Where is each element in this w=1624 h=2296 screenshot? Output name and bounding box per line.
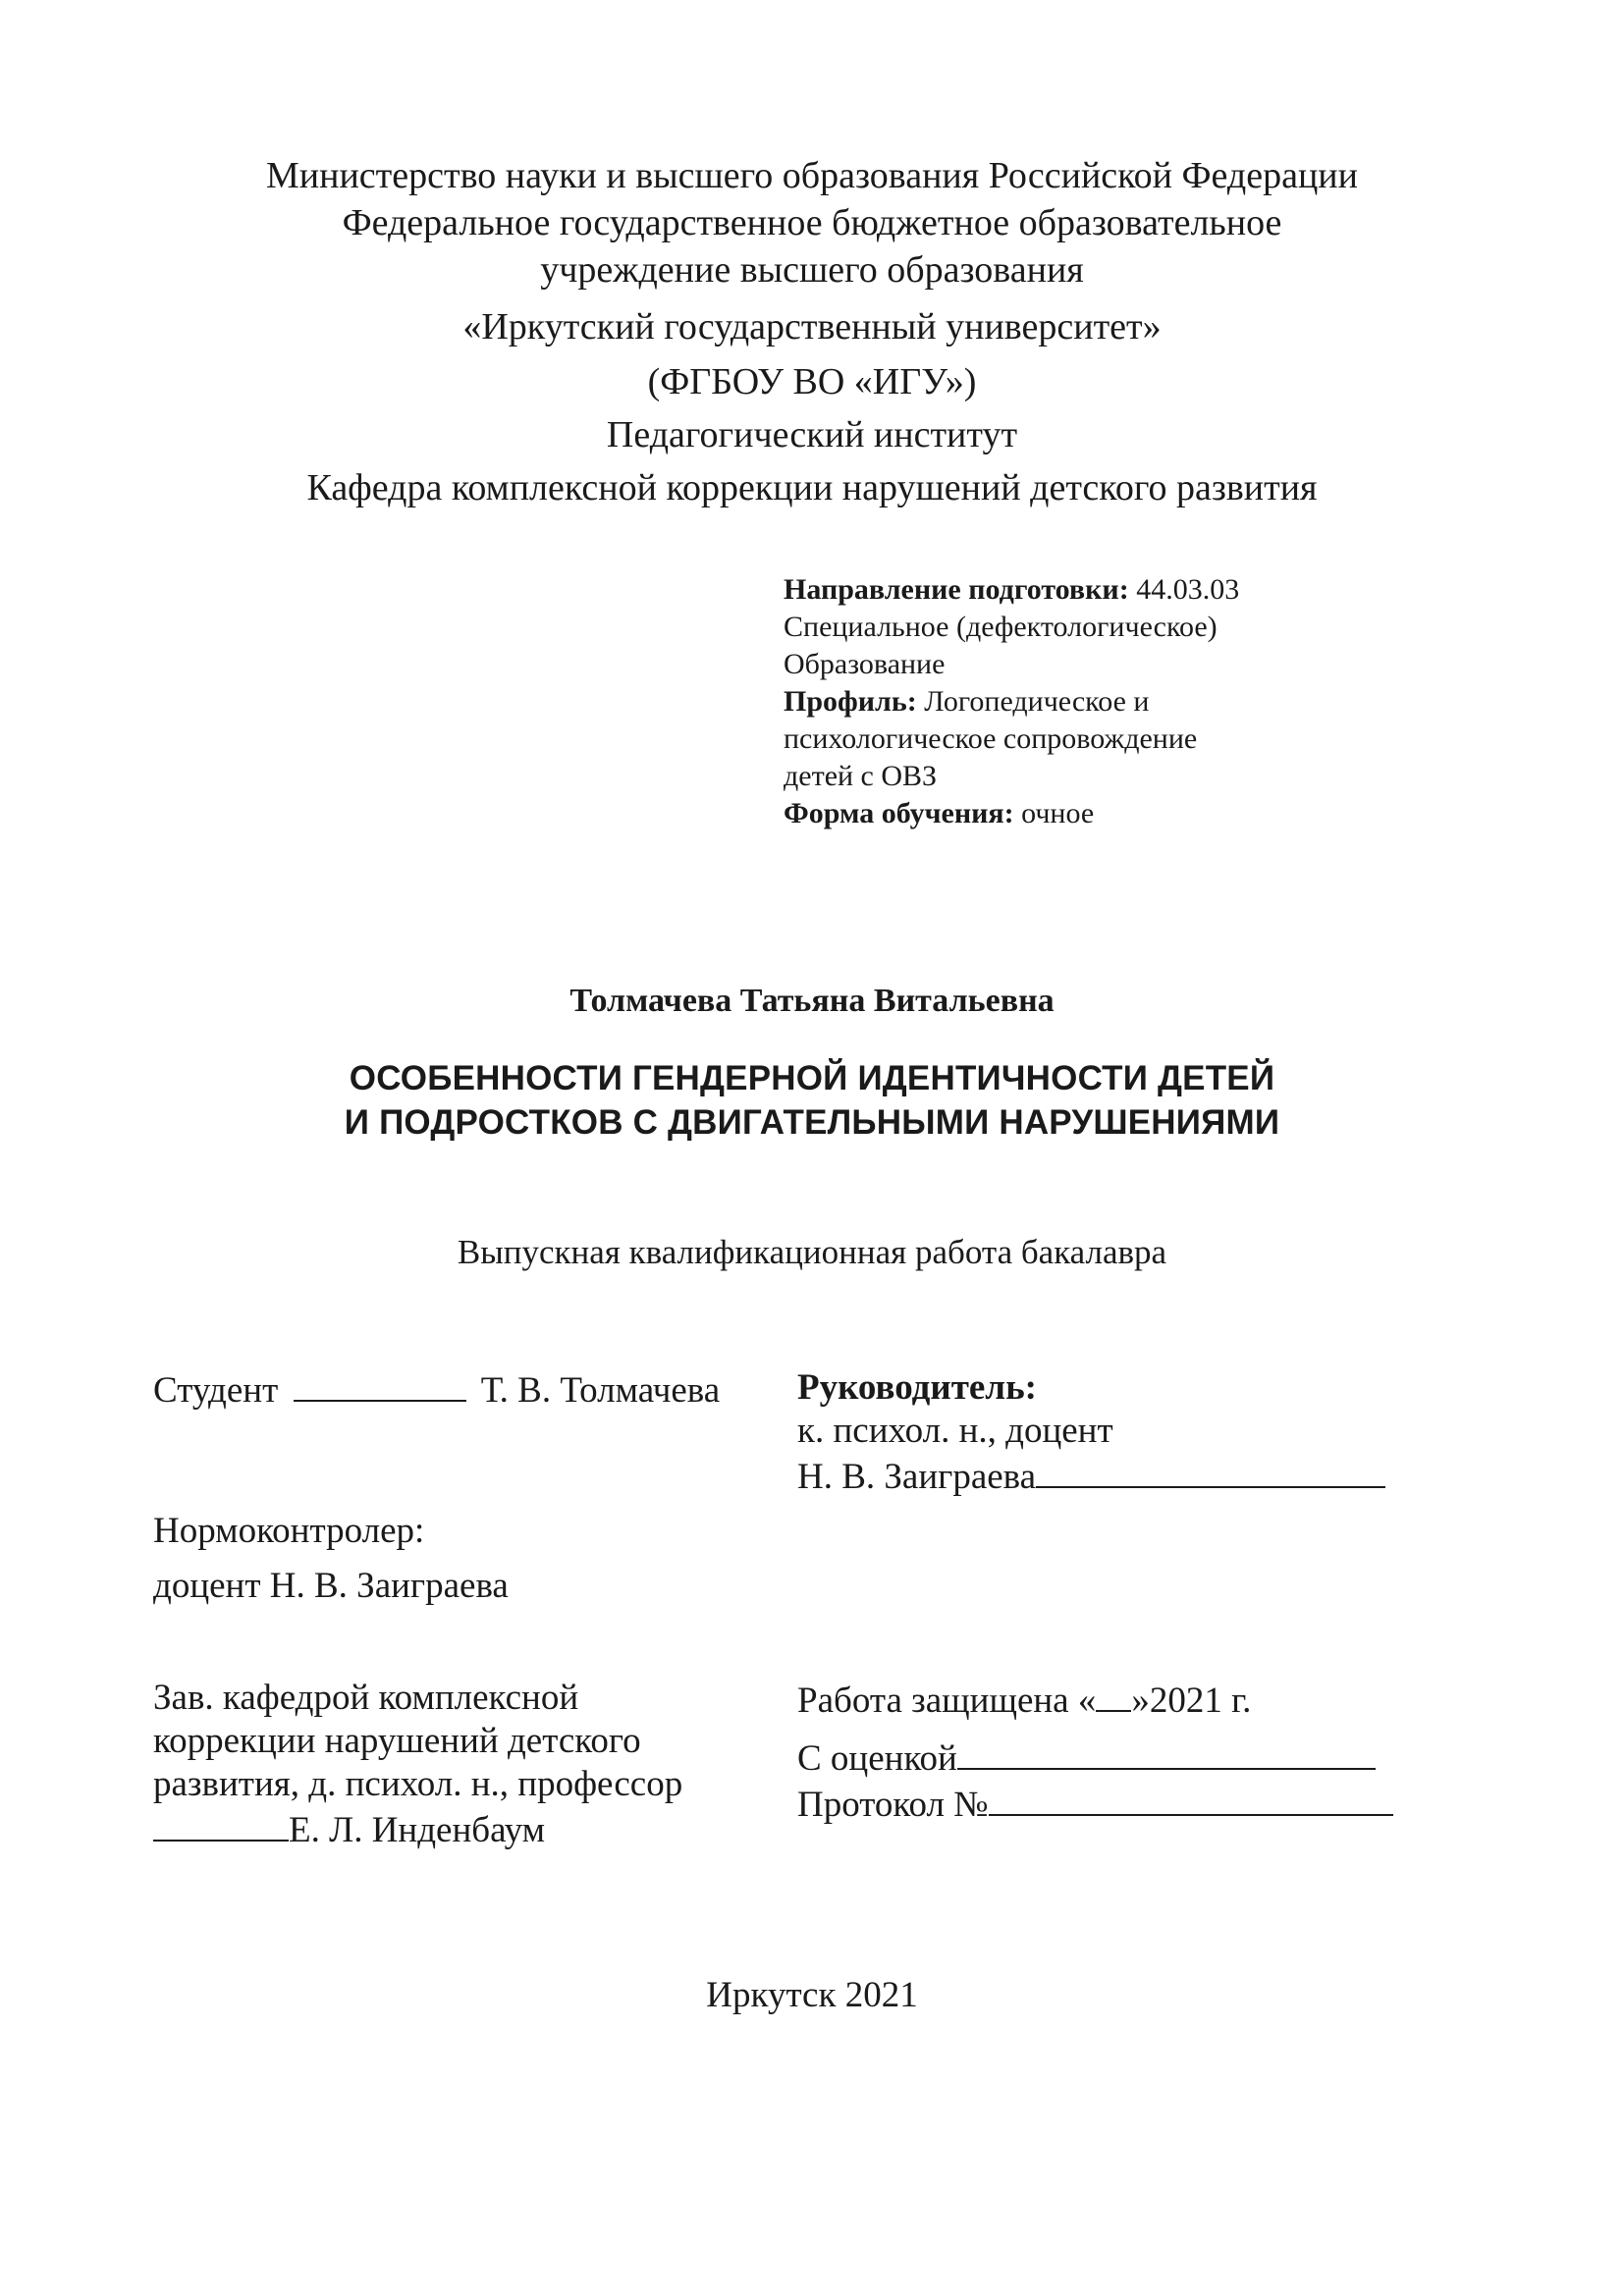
head-name: Е. Л. Инденбаум [289,1810,546,1850]
student-signature-line [294,1366,466,1402]
program-info [784,571,1333,832]
form-line [784,795,1333,832]
profile-line-2: психологическое сопровождение [784,722,1198,755]
protocol-label: Протокол № [797,1785,989,1825]
direction-line-2: Специальное (дефектологическое) [784,611,1218,643]
defense-block [797,1677,1393,1827]
thesis-title-line-2: И ПОДРОСТКОВ С ДВИГАТЕЛЬНЫМИ НАРУШЕНИЯМИ [344,1103,1280,1142]
direction-code: 44.03.03 [1128,573,1240,606]
defended-line [797,1677,1393,1723]
form-label: Форма обучения: [784,797,1014,829]
profile-line [784,683,1333,721]
supervisor-label: Руководитель: [797,1367,1037,1408]
institution-level-line: учреждение высшего образования [540,249,1084,291]
supervisor-degree: к. психол. н., доцент [797,1411,1113,1451]
thesis-title [0,1056,1624,1145]
grade-line [797,1735,1393,1781]
student-label: Студент [153,1370,279,1411]
institution-type-line: Федеральное государственное бюджетное образовательное [342,202,1282,243]
head-name-line [153,1806,682,1852]
form-value: очное [1013,797,1095,829]
footer-city-year: Иркутск 2021 [706,1975,918,2015]
head-line-2: коррекции нарушений детского [153,1721,641,1761]
grade-blank-line [957,1735,1376,1770]
university-name: «Иркутский государственный университет» [462,306,1162,347]
supervisor-block [797,1366,1385,1499]
profile-label: Профиль: [784,685,917,718]
head-line-1: Зав. кафедрой комплексной [153,1678,579,1718]
grade-label: С оценкой [797,1738,957,1779]
head-signature-line [153,1806,289,1842]
work-type: Выпускная квалификационная работа бакалавра [457,1233,1167,1271]
student-name: Т. В. Толмачева [480,1370,721,1411]
thesis-title-line-1: ОСОБЕННОСТИ ГЕНДЕРНОЙ ИДЕНТИЧНОСТИ ДЕТЕЙ [349,1059,1275,1097]
protocol-line [797,1781,1393,1827]
supervisor-signature-line [1036,1453,1385,1488]
direction-label: Направление подготовки: [784,573,1129,606]
supervisor-name: Н. В. Заиграева [797,1457,1037,1497]
student-line [153,1366,720,1413]
head-of-department [153,1677,682,1852]
department-name: Кафедра комплексной коррекции нарушений детского развития [306,467,1318,508]
profile-line-3: детей с ОВЗ [784,760,938,792]
head-line-3: развития, д. психол. н., профессор [153,1764,683,1804]
defended-day-line [1096,1677,1131,1712]
normcontrol-value: доцент Н. В. Заиграева [153,1566,509,1606]
institute-name: Педагогический институт [606,414,1018,455]
normcontrol-label: Нормоконтролер: [153,1511,425,1551]
defended-prefix: Работа защищена « [797,1681,1097,1721]
ministry-line: Министерство науки и высшего образования Российской Федерации [266,155,1358,196]
defended-suffix: »2021 г. [1131,1681,1252,1721]
university-abbr: (ФГБОУ ВО «ИГУ») [647,361,977,402]
supervisor-name-line [797,1453,1385,1499]
protocol-blank-line [989,1781,1393,1816]
direction-line [784,571,1333,609]
direction-line-3: Образование [784,648,946,680]
author-name: Толмачева Татьяна Витальевна [569,983,1055,1019]
profile-value-1: Логопедическое и [916,685,1150,718]
